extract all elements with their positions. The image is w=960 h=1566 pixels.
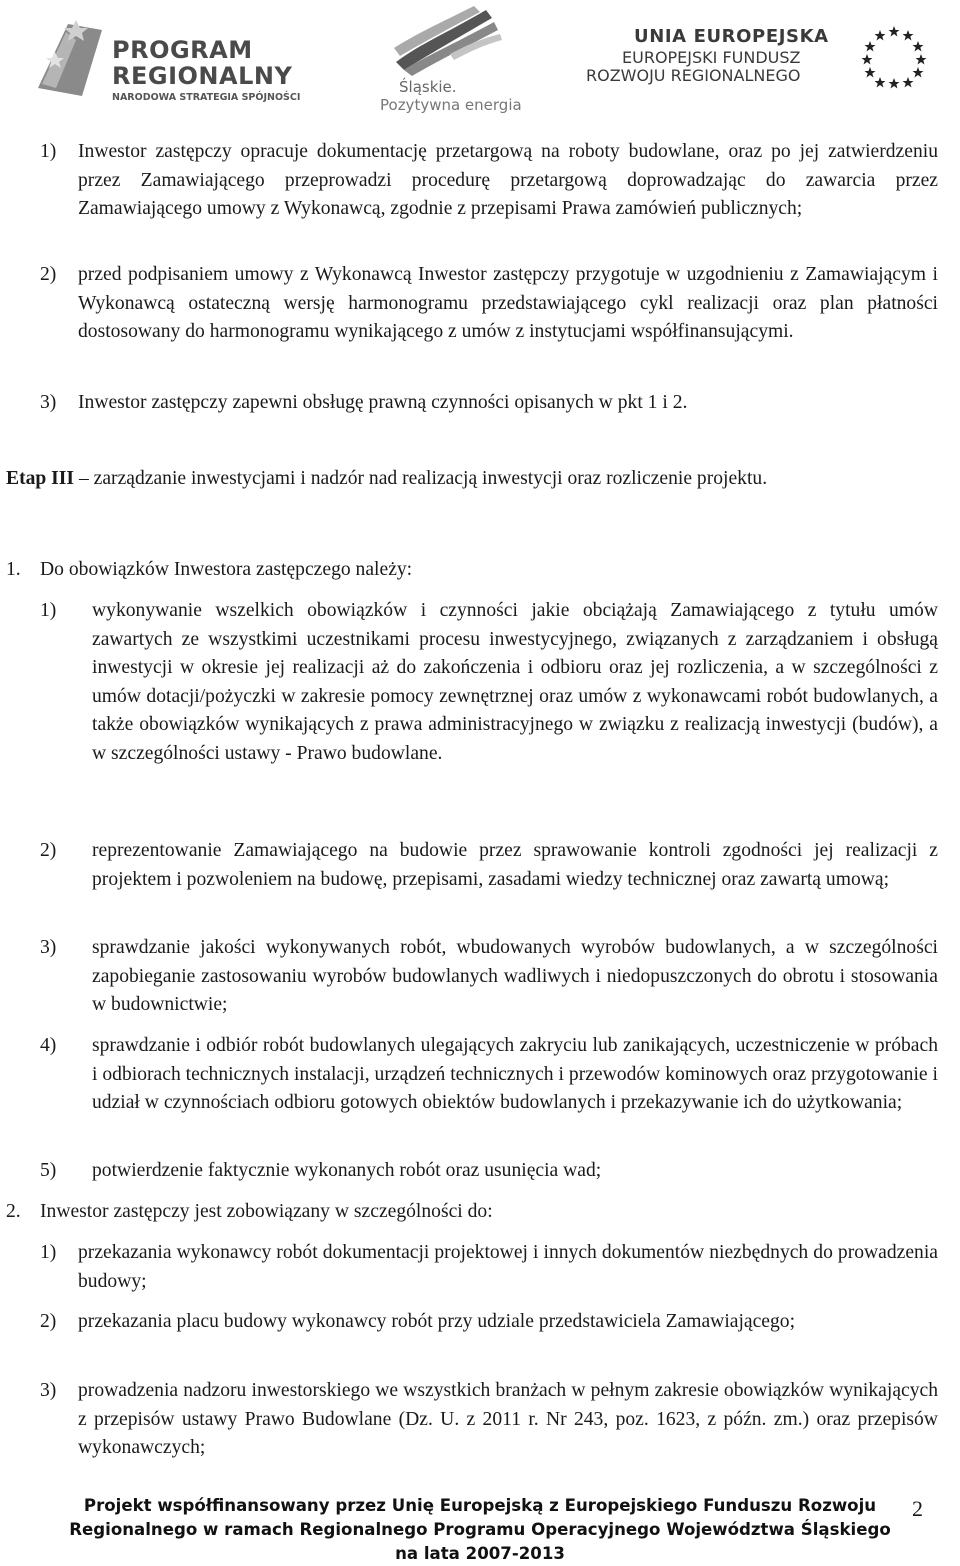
slaskie-name: Śląskie.	[399, 78, 457, 96]
item-number: 2)	[40, 840, 57, 861]
eu-fund-line1: EUROPEJSKI FUNDUSZ	[622, 48, 801, 67]
item-text: przed podpisaniem umowy z Wykonawcą Inwestor zastępczy przygotuje w uzgodnieniu z Zamawiającym i Wykonawcą ostateczną wersję harmonogramu przedstawiającego cykl realizacji oraz plan płatności dostosowany do harmonogramu wynikającego z umów z instytucjami współfinansującymi.	[78, 264, 938, 343]
footer-line1: Projekt współfinansowany przez Unię Europejską z Europejskiego Funduszu Rozwoju	[83, 1496, 877, 1515]
footer-line3: na lata 2007-2013	[395, 1544, 565, 1563]
part-title: Inwestor zastępczy jest zobowiązany w szczególności do:	[40, 1201, 493, 1222]
item-number: 1)	[40, 141, 57, 162]
program-regionalny-emblem-icon	[32, 18, 104, 104]
item-number: 3)	[40, 392, 57, 413]
program-subtitle: NARODOWA STRATEGIA SPÓJNOŚCI	[112, 92, 301, 103]
stage-title: zarządzanie inwestycjami i nadzór nad realizacją inwestycji oraz rozliczenie projektu.	[93, 468, 768, 489]
item-text: prowadzenia nadzoru inwestorskiego we wszystkich branżach w pełnym zakresie obowiązków wynikających z przepisów ustawy Prawo Budowlane (Dz. U. z 2011 r. Nr 243, poz. 1623, z późn. zm.) oraz przepisów wykonawczych;	[78, 1380, 938, 1459]
page-header	[0, 0, 960, 118]
slaskie-wave-icon	[390, 4, 510, 78]
item-text: przekazania wykonawcy robót dokumentacji projektowej i innych dokumentów niezbędnych do prowadzenia budowy;	[78, 1242, 938, 1292]
item-number: 2)	[40, 1311, 57, 1332]
item-text: potwierdzenie faktycznie wykonanych robót oraz usunięcia wad;	[92, 1160, 602, 1181]
program-title-line1: PROGRAM	[112, 36, 253, 64]
item-number: 5)	[40, 1160, 57, 1181]
program-title-line2: REGIONALNY	[112, 62, 293, 90]
eu-fund-line2: ROZWOJU REGIONALNEGO	[586, 66, 801, 85]
page-number: 2	[912, 1496, 923, 1521]
item-text: wykonywanie wszelkich obowiązków i czynności jakie obciążają Zamawiającego z tytułu umów zawartych ze wszystkimi uczestnikami procesu inwestycyjnego, związanych z zarządzaniem i obsługą inwestycji w okresie jej realizacji aż do zakończenia i odbioru oraz jej rozliczenia, a w szczególności z umów dotacji/pożyczki w zakresie pomocy zewnętrznej oraz umów z wykonawcami robót budowlanych, a także obowiązków wynikających z prawa administracyjnego w związku z realizacją inwestycji (budów), a w szczególności ustawy - Prawo budowlane.	[92, 600, 938, 764]
stage-label: Etap III	[6, 468, 75, 489]
slaskie-logo	[372, 4, 542, 114]
item-number: 2)	[40, 264, 57, 285]
item-text: Inwestor zastępczy zapewni obsługę prawną czynności opisanych w pkt 1 i 2.	[78, 392, 688, 413]
item-text: przekazania placu budowy wykonawcy robót przy udziale przedstawiciela Zamawiającego;	[78, 1311, 796, 1332]
slaskie-tagline: Pozytywna energia	[380, 96, 522, 114]
eu-title: UNIA EUROPEJSKA	[634, 26, 829, 47]
item-number: 3)	[40, 1380, 57, 1401]
part-number: 1.	[6, 559, 21, 580]
item-text: reprezentowanie Zamawiającego na budowie przez sprawowanie kontroli zgodności jej realizacji z projektem i pozwoleniem na budowę, przepisami, zasadami wiedzy technicznej oraz zawartą umową;	[92, 840, 938, 890]
program-regionalny-logo	[32, 14, 332, 104]
stage-heading	[6, 460, 938, 498]
item-text: sprawdzanie i odbiór robót budowlanych ulegających zakryciu lub zanikających, uczestniczenie w próbach i odbiorach technicznych instalacji, urządzeń technicznych i przewodów kominowych oraz przygotowanie i udział w czynnościach odbioru gotowych obiektów budowlanych i przekazywanie ich do użytkowania;	[92, 1035, 938, 1114]
footer-line2: Regionalnego w ramach Regionalnego Programu Operacyjnego Województwa Śląskiego	[69, 1520, 891, 1539]
eu-logo	[586, 22, 946, 92]
item-text: sprawdzanie jakości wykonywanych robót, wbudowanych wyrobów budowlanych, a w szczególności zapobieganie zastosowaniu wyrobów budowlanych wadliwych i niedopuszczonych do obrotu i stosowania w budownictwie;	[92, 937, 938, 1016]
item-number: 4)	[40, 1035, 57, 1056]
part-title: Do obowiązków Inwestora zastępczego należy:	[40, 559, 413, 580]
item-number: 3)	[40, 937, 57, 958]
item-number: 1)	[40, 1242, 57, 1263]
item-number: 1)	[40, 600, 57, 621]
eu-flag-icon	[844, 22, 944, 90]
part-number: 2.	[6, 1201, 21, 1222]
stage-dash: –	[74, 468, 94, 489]
item-text: Inwestor zastępczy opracuje dokumentację przetargową na roboty budowlane, oraz po jej zatwierdzeniu przez Zamawiającego przeprowadzi procedurę przetargową doprowadzając do zawarcia przez Zamawiającego umowy z Wykonawcą, zgodnie z przepisami Prawa zamówień publicznych;	[78, 141, 938, 220]
page-footer	[0, 1494, 960, 1566]
